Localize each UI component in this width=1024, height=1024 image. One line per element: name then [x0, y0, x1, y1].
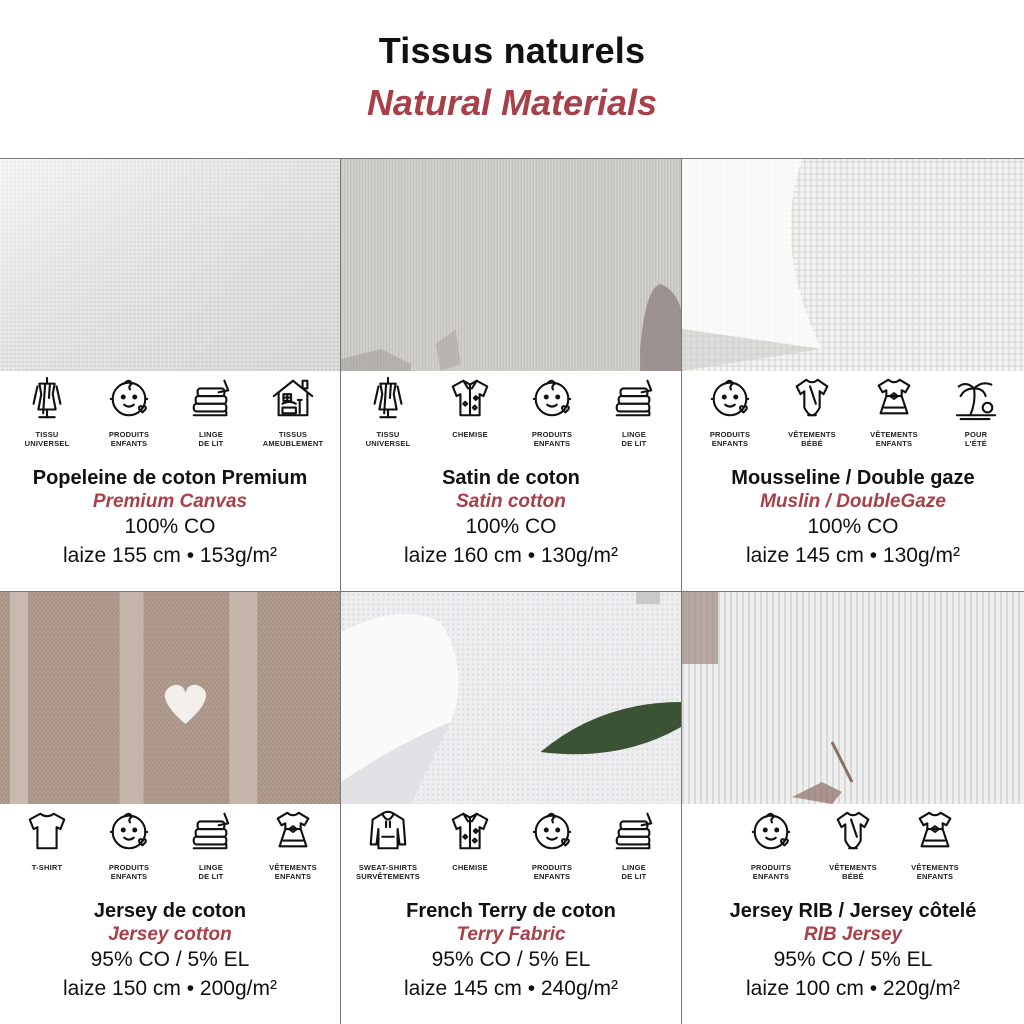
page-header	[0, 0, 1024, 158]
usage-caption: LINGE DE LIT	[621, 430, 647, 448]
fabric-photo-svg	[341, 159, 681, 371]
shirt-icon	[447, 808, 493, 859]
usage-item	[176, 808, 246, 890]
baby-face-icon	[748, 808, 794, 859]
usage-icons	[341, 375, 681, 457]
baby-face-icon	[529, 375, 575, 426]
usage-item	[94, 808, 164, 890]
fabric-composition: 100% CO	[465, 515, 557, 538]
usage-icons	[0, 375, 340, 457]
mannequin-icon	[24, 375, 70, 426]
usage-caption: PRODUITS ENFANTS	[108, 430, 150, 448]
bodysuit-icon	[789, 375, 835, 426]
usage-caption: LINGE DE LIT	[198, 430, 224, 448]
usage-icons	[341, 808, 681, 890]
fabric-composition: 95% CO / 5% EL	[431, 948, 591, 971]
fabric-name-french: Popeleine de coton Premium	[32, 467, 308, 489]
usage-item	[258, 375, 328, 457]
fabric-name-french: French Terry de coton	[406, 900, 616, 922]
fabric-name-english: Satin cotton	[456, 491, 566, 512]
fabric-width-weight: laize 155 cm • 153g/m²	[63, 544, 277, 567]
usage-item	[695, 375, 765, 457]
usage-icons	[682, 808, 1024, 890]
fabric-card	[341, 159, 682, 592]
usage-caption: T-SHIRT	[31, 863, 63, 872]
usage-item	[941, 375, 1011, 457]
fabric-photo-svg	[0, 159, 340, 371]
fabric-card	[682, 592, 1024, 1024]
fabric-width-weight: laize 145 cm • 130g/m²	[746, 544, 960, 567]
fabric-width-weight: laize 150 cm • 200g/m²	[63, 977, 277, 1000]
usage-caption: TISSU UNIVERSEL	[24, 430, 70, 448]
folded-linen-icon	[188, 375, 234, 426]
usage-caption: LINGE DE LIT	[621, 863, 647, 881]
usage-caption: VÊTEMENTS ENFANTS	[911, 863, 959, 881]
usage-item	[353, 375, 423, 457]
usage-item	[599, 375, 669, 457]
fabric-name-english: RIB Jersey	[803, 924, 903, 945]
kids-dress-icon	[871, 375, 917, 426]
usage-caption: PRODUITS ENFANTS	[531, 863, 573, 881]
fabric-name-english: Premium Canvas	[92, 491, 248, 512]
fabric-card	[341, 592, 682, 1024]
baby-face-icon	[106, 375, 152, 426]
fabric-card	[0, 159, 341, 592]
page-title-english: Natural Materials	[366, 82, 658, 123]
fabric-width-weight: laize 160 cm • 130g/m²	[404, 544, 618, 567]
baby-face-icon	[106, 808, 152, 859]
folded-linen-icon	[611, 375, 657, 426]
bodysuit-icon	[830, 808, 876, 859]
usage-caption: VÊTEMENTS ENFANTS	[870, 430, 918, 448]
fabric-name-french: Satin de coton	[442, 467, 580, 489]
usage-item	[258, 808, 328, 890]
usage-item	[599, 808, 669, 890]
fabric-photo	[341, 159, 681, 371]
usage-caption: POUR L'ÉTÉ	[964, 430, 988, 448]
usage-icons	[682, 375, 1024, 457]
usage-caption: CHEMISE	[452, 863, 488, 872]
usage-item	[736, 808, 806, 890]
usage-item	[94, 375, 164, 457]
fabric-name-french: Jersey RIB / Jersey côtelé	[729, 900, 977, 922]
shirt-icon	[447, 375, 493, 426]
fabric-grid	[0, 158, 1024, 1024]
usage-item	[12, 375, 82, 457]
fabric-photo-svg	[682, 159, 1024, 371]
fabric-width-weight: laize 100 cm • 220g/m²	[746, 977, 960, 1000]
usage-item	[517, 375, 587, 457]
usage-caption: PRODUITS ENFANTS	[750, 863, 792, 881]
usage-caption: VÊTEMENTS ENFANTS	[269, 863, 317, 881]
fabric-name-english: Jersey cotton	[108, 924, 232, 945]
fabric-photo-svg	[0, 592, 340, 804]
fabric-photo	[0, 592, 340, 804]
kids-dress-icon	[270, 808, 316, 859]
usage-caption: SWEAT-SHIRTS SURVÊTEMENTS	[356, 863, 420, 881]
tshirt-icon	[24, 808, 70, 859]
fabric-photo-svg	[682, 592, 1024, 804]
folded-linen-icon	[188, 808, 234, 859]
usage-item	[435, 808, 505, 890]
usage-item	[176, 375, 246, 457]
usage-caption: VÊTEMENTS BÉBÉ	[829, 863, 877, 881]
folded-linen-icon	[611, 808, 657, 859]
usage-caption: LINGE DE LIT	[198, 863, 224, 881]
usage-icons	[0, 808, 340, 890]
palm-tree-icon	[953, 375, 999, 426]
usage-item	[818, 808, 888, 890]
usage-caption: CHEMISE	[452, 430, 488, 439]
usage-item	[435, 375, 505, 457]
fabric-name-french: Jersey de coton	[93, 900, 247, 922]
kids-dress-icon	[912, 808, 958, 859]
fabric-composition: 100% CO	[807, 515, 899, 538]
usage-item	[353, 808, 423, 890]
usage-caption: PRODUITS ENFANTS	[108, 863, 150, 881]
usage-item	[517, 808, 587, 890]
usage-caption: TISSU UNIVERSEL	[365, 430, 411, 448]
fabric-photo	[0, 159, 340, 371]
usage-item	[900, 808, 970, 890]
fabric-photo	[341, 592, 681, 804]
page-title-french: Tissus naturels	[378, 30, 646, 71]
fabric-composition: 95% CO / 5% EL	[90, 948, 250, 971]
usage-item	[859, 375, 929, 457]
fabric-composition: 95% CO / 5% EL	[773, 948, 933, 971]
fabric-name-english: Terry Fabric	[456, 924, 566, 945]
usage-caption: VÊTEMENTS BÉBÉ	[788, 430, 836, 448]
fabric-card	[0, 592, 341, 1024]
fabric-name-english: Muslin / DoubleGaze	[760, 491, 946, 512]
fabric-photo	[682, 159, 1024, 371]
fabric-width-weight: laize 145 cm • 240g/m²	[404, 977, 618, 1000]
usage-item	[12, 808, 82, 890]
usage-caption: TISSUS AMEUBLEMENT	[262, 430, 324, 448]
mannequin-icon	[365, 375, 411, 426]
usage-caption: PRODUITS ENFANTS	[531, 430, 573, 448]
baby-face-icon	[707, 375, 753, 426]
fabric-photo	[682, 592, 1024, 804]
fabric-composition: 100% CO	[124, 515, 216, 538]
hoodie-icon	[365, 808, 411, 859]
fabric-photo-svg	[341, 592, 681, 804]
usage-item	[777, 375, 847, 457]
fabric-card	[682, 159, 1024, 592]
usage-caption: PRODUITS ENFANTS	[709, 430, 751, 448]
house-furnishing-icon	[270, 375, 316, 426]
fabric-name-french: Mousseline / Double gaze	[731, 467, 975, 489]
baby-face-icon	[529, 808, 575, 859]
